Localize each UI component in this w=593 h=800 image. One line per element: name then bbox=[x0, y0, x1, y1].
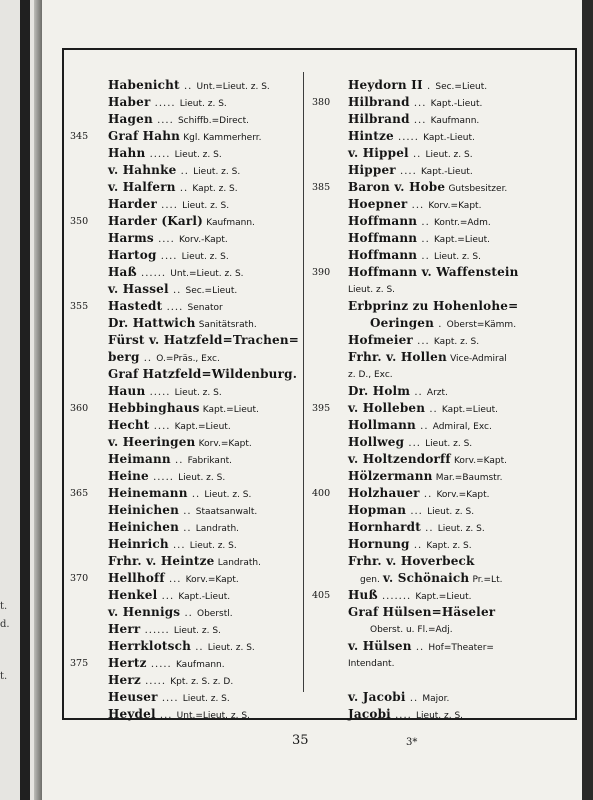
entry-name: v. Heeringen bbox=[108, 435, 196, 449]
entry-number: 400 bbox=[312, 488, 331, 499]
entry-description: Lieut. z. S. bbox=[193, 167, 241, 177]
entry-leader-dots: .... bbox=[157, 115, 174, 126]
entry-number: 375 bbox=[70, 658, 89, 669]
entry-name: Hilbrand bbox=[348, 112, 410, 126]
entry-leader-dots: .... bbox=[158, 234, 175, 245]
entry-number: 390 bbox=[312, 267, 331, 278]
entry-name: Henkel bbox=[108, 588, 158, 602]
list-entry bbox=[308, 349, 576, 366]
entry-leader-dots: ..... bbox=[150, 659, 172, 670]
entry-leader-dots: ..... bbox=[398, 132, 419, 143]
list-entry bbox=[308, 570, 576, 587]
entry-leader-dots: .. bbox=[421, 217, 430, 228]
entry-description: Staatsanwalt. bbox=[195, 507, 258, 517]
entry-description: Major. bbox=[422, 694, 450, 704]
entry-leader-dots: .... bbox=[400, 166, 417, 177]
entry-name: Graf Hahn bbox=[108, 129, 181, 143]
entry-description: Lieut. z. S. bbox=[182, 201, 230, 211]
entry-name: Heine bbox=[108, 469, 149, 483]
list-entry bbox=[64, 366, 300, 383]
entry-description: Sec.=Lieut. bbox=[435, 82, 488, 92]
entry-description: Gutsbesitzer. bbox=[448, 184, 508, 194]
entry-leader-dots: .. bbox=[184, 608, 193, 619]
entry-name: Haun bbox=[108, 384, 146, 398]
list-entry bbox=[64, 485, 300, 502]
entry-name: Oeringen bbox=[370, 316, 435, 330]
entry-description: Lieut. z. S. bbox=[178, 473, 226, 483]
entry-description: Pr.=Lt. bbox=[472, 575, 503, 585]
entry-number: 350 bbox=[70, 216, 89, 227]
list-entry bbox=[64, 298, 300, 315]
entry-name: Heinichen bbox=[108, 503, 180, 517]
list-entry bbox=[64, 281, 300, 298]
entry-leader-dots: .. bbox=[415, 642, 425, 653]
entry-description: Lieut. z. S. bbox=[348, 285, 396, 295]
entry-leader-dots: ..... bbox=[154, 98, 176, 109]
entry-description: Korv.=Kapt. bbox=[185, 575, 239, 585]
entry-leader-dots: ... bbox=[417, 336, 430, 347]
entry-name: Hastedt bbox=[108, 299, 163, 313]
entry-description: Sanitätsrath. bbox=[198, 320, 257, 330]
entry-description: Kapt.=Lieut. bbox=[174, 422, 231, 432]
list-entry bbox=[308, 264, 576, 281]
entry-leader-dots: ... bbox=[161, 591, 175, 602]
entry-number: 380 bbox=[312, 97, 331, 108]
entry-leader-dots: ..... bbox=[149, 149, 171, 160]
list-entry bbox=[64, 94, 300, 111]
list-entry bbox=[64, 332, 300, 349]
list-entry bbox=[308, 179, 576, 196]
entry-description: Lieut. z. S. bbox=[425, 439, 473, 449]
entry-leader-dots: ... bbox=[410, 506, 423, 517]
list-entry bbox=[64, 77, 300, 94]
entry-name: Hölzermann bbox=[348, 469, 433, 483]
entry-name: Haber bbox=[108, 95, 151, 109]
list-entry bbox=[308, 400, 576, 417]
entry-description: Lieut. z. S. bbox=[416, 711, 464, 721]
entry-description: Lieut. z. S. bbox=[189, 541, 237, 551]
list-entry bbox=[64, 196, 300, 213]
entry-leader-dots: .. bbox=[414, 387, 423, 398]
entry-name: Harms bbox=[108, 231, 154, 245]
entry-description: Kapt.=Lieut. bbox=[415, 592, 472, 602]
facing-page-fragment: t. bbox=[0, 601, 8, 612]
entry-name: Frhr. v. Heintze bbox=[108, 554, 215, 568]
list-entry bbox=[308, 417, 576, 434]
list-entry bbox=[308, 111, 576, 128]
list-entry bbox=[308, 145, 576, 162]
entry-description: Kapt. z. S. bbox=[426, 541, 472, 551]
entry-leader-dots: ... bbox=[411, 200, 425, 211]
entry-name: v. Hahnke bbox=[108, 163, 177, 177]
entry-name: Hoepner bbox=[348, 197, 408, 211]
entry-number: 370 bbox=[70, 573, 89, 584]
list-entry bbox=[64, 553, 300, 570]
entry-name: Herr bbox=[108, 622, 141, 636]
entry-name: Heinichen bbox=[108, 520, 180, 534]
list-entry bbox=[308, 451, 576, 468]
entry-description: Oberstl. bbox=[196, 609, 233, 619]
list-entry bbox=[64, 587, 300, 604]
entry-name: v. Hülsen bbox=[348, 639, 412, 653]
entry-number: 355 bbox=[70, 301, 89, 312]
entry-description: Lieut. z. S. bbox=[174, 150, 222, 160]
list-entry bbox=[64, 536, 300, 553]
entry-name: v. Hippel bbox=[348, 146, 409, 160]
entry-description: Kapt.-Lieut. bbox=[423, 133, 475, 143]
facing-page-fragment: d. bbox=[0, 619, 10, 630]
entry-name: Hoffmann bbox=[348, 248, 418, 262]
list-entry bbox=[308, 383, 576, 400]
entry-description: Korv.=Kapt. bbox=[436, 490, 490, 500]
list-entry bbox=[64, 672, 300, 689]
list-entry bbox=[308, 655, 576, 672]
entry-name: Hertz bbox=[108, 656, 147, 670]
entry-name: v. Holleben bbox=[348, 401, 426, 415]
list-entry bbox=[64, 383, 300, 400]
list-entry bbox=[308, 281, 576, 298]
list-entry bbox=[64, 400, 300, 417]
entry-description: O.=Präs., Exc. bbox=[156, 354, 220, 364]
entry-description: Lieut. z. S. bbox=[182, 694, 230, 704]
entry-name: Herrklotsch bbox=[108, 639, 192, 653]
entry-leader-dots: ..... bbox=[145, 676, 167, 687]
entry-description: Intendant. bbox=[348, 659, 395, 669]
entry-leader-dots: ... bbox=[159, 710, 173, 721]
list-entry bbox=[64, 162, 300, 179]
entry-name: Hoffmann v. Waffenstein bbox=[348, 265, 519, 279]
entry-description: Kaufmann. bbox=[430, 116, 480, 126]
binding-gutter bbox=[34, 0, 42, 800]
list-entry bbox=[308, 230, 576, 247]
list-entry bbox=[308, 247, 576, 264]
list-entry bbox=[308, 519, 576, 536]
entry-name: v. Holtzendorff bbox=[348, 452, 451, 466]
entry-name: Hebbinghaus bbox=[108, 401, 200, 415]
entry-leader-dots: ....... bbox=[381, 591, 412, 602]
list-entry bbox=[308, 213, 576, 230]
entry-name: v. Halfern bbox=[108, 180, 176, 194]
entry-name: Heuser bbox=[108, 690, 158, 704]
entry-leader-dots: .. bbox=[409, 693, 419, 704]
list-entry bbox=[308, 366, 576, 383]
list-entry bbox=[308, 638, 576, 655]
entry-description: Korv.=Kapt. bbox=[453, 456, 508, 466]
list-entry bbox=[308, 434, 576, 451]
entry-name: Hintze bbox=[348, 129, 394, 143]
entry-name: Heydorn II bbox=[348, 78, 423, 92]
list-entry bbox=[64, 230, 300, 247]
entry-name: v. Hassel bbox=[108, 282, 169, 296]
entry-name: Hartog bbox=[108, 248, 157, 262]
entry-leader-dots: .... bbox=[161, 693, 179, 704]
entry-leader-dots: .. bbox=[191, 489, 201, 500]
list-entry bbox=[308, 672, 576, 689]
entry-description: Lieut. z. S. bbox=[173, 626, 221, 636]
entry-leader-dots: .. bbox=[195, 642, 204, 653]
entry-description: Lieut. z. S. bbox=[204, 490, 252, 500]
right-column bbox=[308, 77, 576, 723]
entry-description: Korv.=Kapt. bbox=[428, 201, 482, 211]
entry-description: Arzt. bbox=[426, 388, 448, 398]
entry-name: v. Hennigs bbox=[108, 605, 181, 619]
entry-description: Oberst=Kämm. bbox=[446, 320, 517, 330]
entry-leader-dots: .... bbox=[166, 302, 184, 313]
entry-description: Kapt. z. S. bbox=[192, 184, 238, 194]
entry-name: Erbprinz zu Hohenlohe= bbox=[348, 299, 519, 313]
entry-description: z. D., Exc. bbox=[348, 370, 393, 380]
entry-name: Heydel bbox=[108, 707, 156, 721]
entry-number: 345 bbox=[70, 131, 89, 142]
entry-description: Oberst. u. Fl.=Adj. bbox=[370, 625, 453, 635]
list-entry bbox=[64, 145, 300, 162]
entry-number: 385 bbox=[312, 182, 331, 193]
entry-description: Lieut. z. S. bbox=[174, 388, 222, 398]
entry-name: Heinemann bbox=[108, 486, 188, 500]
left-column bbox=[64, 77, 300, 723]
list-entry bbox=[308, 94, 576, 111]
entry-description: Korv.=Kapt. bbox=[198, 439, 252, 449]
entry-description: Lieut. z. S. bbox=[425, 150, 473, 160]
entry-description: Senator bbox=[187, 303, 223, 313]
list-entry bbox=[308, 485, 576, 502]
entry-name: v. Schönaich bbox=[383, 571, 470, 585]
entry-description: Kontr.=Adm. bbox=[433, 218, 491, 228]
entry-number: 365 bbox=[70, 488, 89, 499]
entry-leader-dots: .. bbox=[429, 404, 438, 415]
entry-description: Kapt. z. S. bbox=[433, 337, 480, 347]
entry-leader-dots: .. bbox=[425, 523, 434, 534]
entry-description: Lieut. z. S. bbox=[207, 643, 255, 653]
entry-description: Lieut. z. S. bbox=[181, 252, 229, 262]
list-entry bbox=[308, 587, 576, 604]
entry-name: Hollmann bbox=[348, 418, 416, 432]
entry-description: Kapt.=Lieut. bbox=[441, 405, 498, 415]
entry-name: Harder (Karl) bbox=[108, 214, 204, 228]
entry-leader-dots: . bbox=[438, 319, 443, 330]
entry-name: Graf Hatzfeld=Wildenburg. bbox=[108, 367, 298, 381]
entry-number: 405 bbox=[312, 590, 331, 601]
entry-leader-dots: .... bbox=[161, 200, 178, 211]
book-page bbox=[42, 0, 593, 800]
entry-name: Dr. Hattwich bbox=[108, 316, 196, 330]
list-entry bbox=[64, 638, 300, 655]
facing-page bbox=[0, 0, 43, 800]
list-entry bbox=[64, 315, 300, 332]
entry-description: Lieut. z. S. bbox=[179, 99, 227, 109]
entry-description: Fabrikant. bbox=[187, 456, 233, 466]
entry-description: Kaufmann. bbox=[175, 660, 225, 670]
entry-prefix: gen. bbox=[360, 575, 380, 585]
entry-leader-dots: .. bbox=[143, 353, 153, 364]
list-entry bbox=[64, 655, 300, 672]
entry-description: Lieut. z. S. bbox=[427, 507, 475, 517]
entry-description: Lieut. z. S. bbox=[437, 524, 485, 534]
entry-leader-dots: .. bbox=[175, 455, 184, 466]
list-entry bbox=[64, 179, 300, 196]
entry-name: Harder bbox=[108, 197, 157, 211]
entry-leader-dots: .. bbox=[420, 421, 429, 432]
list-entry bbox=[308, 162, 576, 179]
entry-number: 360 bbox=[70, 403, 89, 414]
entry-description: Unt.=Lieut. z. S. bbox=[176, 711, 250, 721]
list-entry bbox=[308, 77, 576, 94]
entry-name: Jacobi bbox=[348, 707, 391, 721]
list-entry bbox=[64, 349, 300, 366]
entry-description: Kapt.-Lieut. bbox=[430, 99, 483, 109]
list-entry bbox=[308, 689, 576, 706]
entry-name: Holzhauer bbox=[348, 486, 420, 500]
list-entry bbox=[308, 196, 576, 213]
entry-description: Unt.=Lieut. z. S. bbox=[196, 82, 270, 92]
list-entry bbox=[308, 536, 576, 553]
entry-name: Heinrich bbox=[108, 537, 169, 551]
entry-leader-dots: ...... bbox=[141, 268, 167, 279]
column-divider bbox=[303, 72, 304, 692]
list-entry bbox=[308, 298, 576, 315]
entry-description: Kgl. Kammerherr. bbox=[183, 133, 262, 143]
page-number: 35 bbox=[292, 733, 309, 748]
entry-description: Lieut. z. S. bbox=[433, 252, 481, 262]
list-entry bbox=[64, 213, 300, 230]
entry-name: Hopman bbox=[348, 503, 407, 517]
entry-number: 395 bbox=[312, 403, 331, 414]
entry-leader-dots: ... bbox=[413, 98, 427, 109]
entry-leader-dots: .. bbox=[412, 149, 422, 160]
list-entry bbox=[64, 604, 300, 621]
entry-name: Hahn bbox=[108, 146, 146, 160]
entry-leader-dots: ... bbox=[172, 540, 186, 551]
page-frame bbox=[62, 48, 577, 720]
list-entry bbox=[64, 111, 300, 128]
signature-mark: 3* bbox=[406, 737, 418, 748]
entry-leader-dots: . bbox=[426, 81, 432, 92]
entry-leader-dots: .. bbox=[183, 506, 192, 517]
entry-name: Hoffmann bbox=[348, 214, 418, 228]
entry-leader-dots: .. bbox=[423, 489, 433, 500]
entry-name: Hellhoff bbox=[108, 571, 165, 585]
entry-name: v. Jacobi bbox=[348, 690, 406, 704]
entry-leader-dots: ...... bbox=[144, 625, 170, 636]
entry-leader-dots: .. bbox=[413, 540, 423, 551]
list-entry bbox=[64, 468, 300, 485]
entry-description: Kpt. z. S. z. D. bbox=[170, 677, 234, 687]
list-entry bbox=[308, 468, 576, 485]
entry-description: Landrath. bbox=[195, 524, 240, 534]
entry-description: Kapt.=Lieut. bbox=[202, 405, 259, 415]
entry-description: Sec.=Lieut. bbox=[185, 286, 238, 296]
entry-description: Unt.=Lieut. z. S. bbox=[170, 269, 244, 279]
entry-leader-dots: ... bbox=[408, 438, 421, 449]
entry-leader-dots: .... bbox=[395, 710, 412, 721]
entry-name: Haß bbox=[108, 265, 137, 279]
list-entry bbox=[308, 502, 576, 519]
entry-name: Huß bbox=[348, 588, 378, 602]
list-entry bbox=[64, 264, 300, 281]
facing-page-shadow bbox=[20, 0, 30, 800]
entry-name: Frhr. v. Hoverbeck bbox=[348, 554, 475, 568]
entry-description: Kapt.-Lieut. bbox=[420, 167, 473, 177]
entry-name: Hecht bbox=[108, 418, 150, 432]
entry-leader-dots: ... bbox=[413, 115, 427, 126]
entry-leader-dots: ... bbox=[168, 574, 182, 585]
entry-name: Baron v. Hobe bbox=[348, 180, 446, 194]
entry-description: Landrath. bbox=[217, 558, 261, 568]
list-entry bbox=[64, 519, 300, 536]
list-entry bbox=[308, 128, 576, 145]
entry-name: Hollweg bbox=[348, 435, 405, 449]
entry-leader-dots: .. bbox=[180, 166, 189, 177]
list-entry bbox=[64, 502, 300, 519]
entry-leader-dots: ..... bbox=[153, 472, 174, 483]
entry-name: Hilbrand bbox=[348, 95, 410, 109]
list-entry bbox=[64, 570, 300, 587]
entry-name: Hornung bbox=[348, 537, 410, 551]
entry-description: Schiffb.=Direct. bbox=[177, 116, 249, 126]
entry-name: Dr. Holm bbox=[348, 384, 411, 398]
list-entry bbox=[64, 434, 300, 451]
entry-leader-dots: ..... bbox=[149, 387, 171, 398]
entry-name: Fürst v. Hatzfeld=Trachen= bbox=[108, 333, 300, 347]
entry-description: Kapt.=Lieut. bbox=[433, 235, 490, 245]
entry-name: Frhr. v. Hollen bbox=[348, 350, 447, 364]
entry-leader-dots: .... bbox=[160, 251, 178, 262]
entry-leader-dots: .. bbox=[183, 523, 192, 534]
entry-leader-dots: .. bbox=[183, 81, 193, 92]
entry-name: Hoffmann bbox=[348, 231, 418, 245]
entry-leader-dots: .. bbox=[179, 183, 189, 194]
entry-name: Hipper bbox=[348, 163, 396, 177]
list-entry bbox=[64, 689, 300, 706]
entry-name: Hofmeier bbox=[348, 333, 413, 347]
entry-description: Vice-Admiral bbox=[450, 354, 507, 364]
list-entry bbox=[64, 247, 300, 264]
entry-name: Heimann bbox=[108, 452, 171, 466]
entry-description: Mar.=Baumstr. bbox=[435, 473, 503, 483]
entry-leader-dots: .... bbox=[153, 421, 171, 432]
list-entry bbox=[64, 128, 300, 145]
list-entry bbox=[308, 706, 576, 723]
list-entry bbox=[308, 604, 576, 621]
list-entry bbox=[64, 621, 300, 638]
facing-page-fragment: t. bbox=[0, 671, 8, 682]
entry-leader-dots: .. bbox=[172, 285, 182, 296]
list-entry bbox=[308, 332, 576, 349]
entry-description: Admiral, Exc. bbox=[432, 422, 492, 432]
entry-description: Kapt.-Lieut. bbox=[178, 592, 231, 602]
entry-description: Hof=Theater= bbox=[428, 643, 494, 653]
entry-name: Hagen bbox=[108, 112, 153, 126]
list-entry bbox=[64, 706, 300, 723]
entry-name: Hornhardt bbox=[348, 520, 421, 534]
list-entry bbox=[64, 417, 300, 434]
entry-leader-dots: .. bbox=[421, 234, 430, 245]
list-entry bbox=[308, 621, 576, 638]
entry-description: Korv.-Kapt. bbox=[178, 235, 228, 245]
entry-name: berg bbox=[108, 350, 140, 364]
entry-name: Herz bbox=[108, 673, 141, 687]
page-edge-shadow bbox=[582, 0, 593, 800]
list-entry bbox=[64, 451, 300, 468]
entry-name: Habenicht bbox=[108, 78, 180, 92]
list-entry bbox=[308, 315, 576, 332]
entry-description: Kaufmann. bbox=[206, 218, 255, 228]
list-entry bbox=[308, 553, 576, 570]
entry-name: Graf Hülsen=Häseler bbox=[348, 605, 496, 619]
entry-leader-dots: .. bbox=[421, 251, 430, 262]
